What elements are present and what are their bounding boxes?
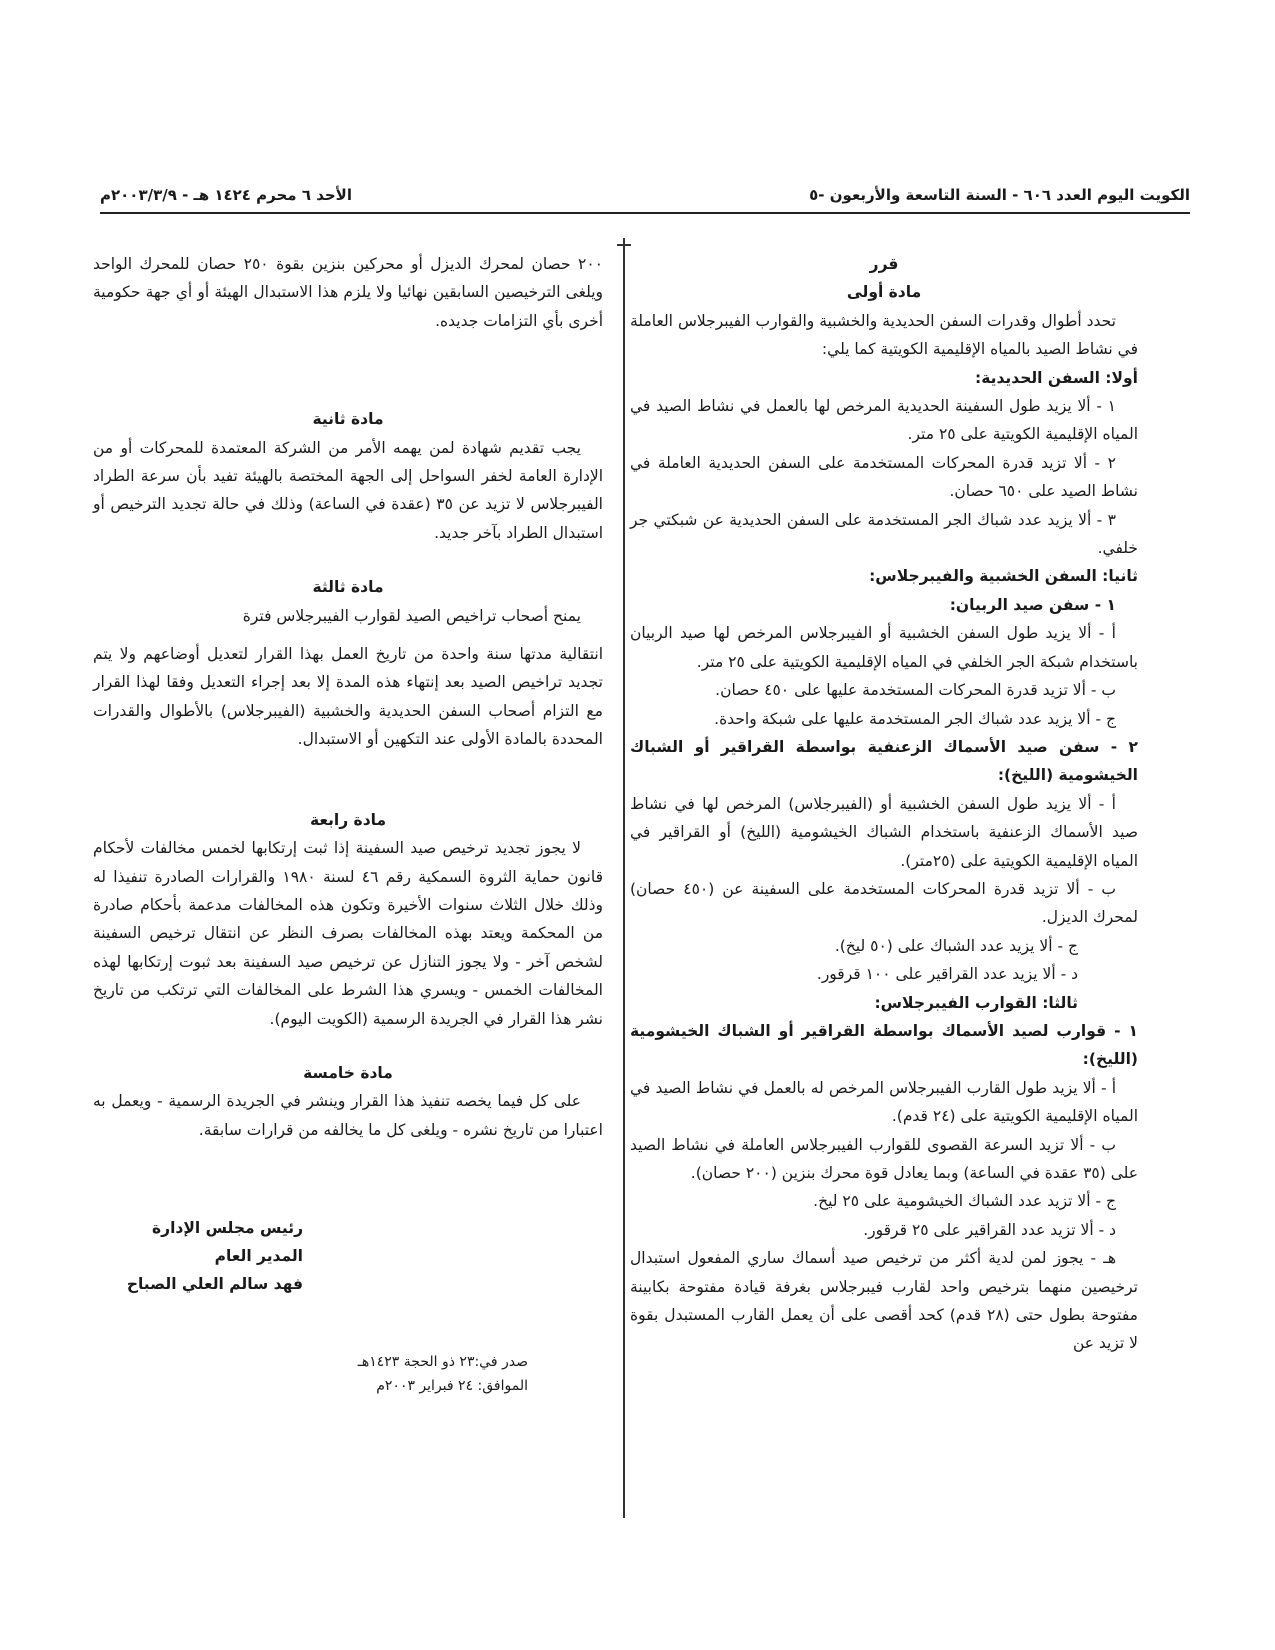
- third-sub1-e: هـ - يجوز لمن لدية أكثر من ترخيص صيد أسماك ساري المفعول استبدال ترخيصين منهما بترخيص واحد لقارب فيبرجلاس بغرفة قيادة مفتوحة بكابينة مفتوحة بطول حتى (٢٨ قدم) كحد أقصى على أن يعمل القارب المستبدل بقوة لا تزيد عن: [630, 1249, 1138, 1353]
- continuation-text: ٢٠٠ حصان لمحرك الديزل أو محركين بنزين بقوة ٢٥٠ حصان للمحرك الواحد ويلغى الترخيصين السابقين نهائيا ولا يلزم هذا الاستبدال الهيئة أو أي جهة حكومية أخرى بأي التزامات جديده.: [93, 255, 603, 330]
- article3-text-rest: انتقالية مدتها سنة واحدة من تاريخ العمل بهذا القرار لتعديل أوضاعهم ولا يتم تجديد تراخيص الصيد بعد إنتهاء هذه المدة إلا بعد إجراء التعديل وفقا لهذا القرار مع التزام أصحاب السفن الحديدية والخشبية (الفيبرجلاس) بالأطوال والقدرات المحددة بالمادة الأولى عند التكهين أو الاستبدال.: [93, 645, 603, 749]
- issued-date-hijri: صدر في:٢٣ ذو الحجة ١٤٢٣هـ: [357, 1354, 528, 1371]
- right-column: [630, 250, 1138, 1358]
- left-column: [93, 250, 603, 1398]
- header-issue-info: الكويت اليوم العدد ٦٠٦ - السنة التاسعة والأربعون -٥: [809, 186, 1190, 204]
- first-item-1: ١ - ألا يزيد طول السفينة الحديدية المرخص لها بالعمل في نشاط الصيد في المياه الإقليمية الكويتية على ٢٥ متر.: [630, 397, 1138, 444]
- second-sub1-title: ١ - سفن صيد الربيان:: [949, 595, 1116, 614]
- second-sub2-a: أ - ألا يزيد طول السفن الخشبية أو (الفيبرجلاس) المرخص لها في نشاط صيد الأسماك الزعنفية باستخدام الشباك الخيشومية (الليخ) أو القراقير في المياه الإقليمية الكويتية على (٢٥متر).: [630, 794, 1138, 870]
- article2-title: مادة ثانية: [312, 410, 384, 429]
- article4-title: مادة رابعة: [309, 810, 387, 829]
- issued-date-gregorian: الموافق: ٢٤ فبراير ٢٠٠٣م: [376, 1378, 528, 1395]
- second-sub2-title: ٢ - سفن صيد الأسماك الزعنفية بواسطة القراقير أو الشباك الخيشومية (الليخ):: [630, 737, 1138, 785]
- second-sub2-d: د - ألا يزيد عدد القراقير على ١٠٠ قرقور.: [816, 965, 1078, 984]
- signature-role: المدير العام: [214, 1247, 303, 1266]
- article4-text: لا يجوز تجديد ترخيص صيد السفينة إذا ثبت إرتكابها لخمس مخالفات لأحكام قانون حماية الثروة السمكية رقم ٤٦ لسنة ١٩٨٠ والقرارات الصادرة تنفيذا له وذلك خلال الثلاث سنوات الأخيرة وتكون هذه المخالفات مدعمة بأحكام صادرة من المحكمة ويعتد بهذه المخالفات بصرف النظر عن انتقال ترخيص السفينة لشخص آخر - ولا يجوز التنازل عن ترخيص صيد السفينة بعد ثبوت إرتكابها لهذه المخالفات الخمس - ويسري هذا الشرط على المخالفات التي ترتكب من تاريخ نشر هذا القرار في الجريدة الرسمية (الكويت اليوم).: [93, 839, 603, 1028]
- article3-title: مادة ثالثة: [312, 578, 384, 597]
- article5-text: على كل فيما يخصه تنفيذ هذا القرار وينشر في الجريدة الرسمية - ويعمل به اعتبارا من تاريخ نشره - ويلغى كل ما يخالفه من قرارات سابقة.: [93, 1092, 603, 1139]
- article1-intro: تحدد أطوال وقدرات السفن الحديدية والخشبية والقوارب الفيبرجلاس العاملة في نشاط الصيد بالمياه الإقليمية الكويتية كما يلي:: [630, 311, 1138, 359]
- second-sub1-c: ج - ألا يزيد عدد شباك الجر المستخدمة عليها على شبكة واحدة.: [714, 709, 1116, 728]
- third-sub1-a: أ - ألا يزيد طول القارب الفيبرجلاس المرخص له بالعمل في نشاط الصيد في المياه الإقليمية الكويتية على (٢٤ قدم).: [630, 1078, 1138, 1126]
- header-date: الأحد ٦ محرم ١٤٢٤ هـ - ٢٠٠٣/٣/٩م: [100, 186, 352, 204]
- section-second-title: ثانيا: السفن الخشبية والفيبرجلاس:: [869, 567, 1138, 586]
- second-sub2-c: ج - ألا يزيد عدد الشباك على (٥٠ ليخ).: [834, 936, 1078, 955]
- second-sub2-b: ب - ألا تزيد قدرة المحركات المستخدمة على السفينة عن (٤٥٠ حصان) لمحرك الديزل.: [630, 879, 1138, 927]
- signature-name: فهد سالم العلي الصباح: [126, 1275, 303, 1294]
- third-sub1-b: ب - ألا تزيد السرعة القصوى للقوارب الفيبرجلاس العاملة في نشاط الصيد على (٣٥ عقدة في الساعة) وبما يعادل قوة محرك بنزين (٢٠٠ حصان).: [630, 1135, 1138, 1182]
- first-item-2: ٢ - ألا تزيد قدرة المحركات المستخدمة على السفن الحديدية العاملة في نشاط الصيد على ٦٥٠ حصان.: [630, 453, 1138, 501]
- article2-text: يجب تقديم شهادة لمن يهمه الأمر من الشركة المعتمدة للمحركات أو من الإدارة العامة لخفر السواحل إلى الجهة المختصة بالهيئة تفيد بأن سرعة الطراد الفيبرجلاس لا تزيد عن ٣٥ (عقدة في الساعة) وذلك في حالة تجديد الترخيص أو استبدال الطراد بآخر جديد.: [93, 438, 603, 542]
- first-item-3: ٣ - ألا يزيد عدد شباك الجر المستخدمة على السفن الحديدية عن شبكتي جر خلفي.: [630, 510, 1138, 558]
- decree-title: قرر: [869, 255, 899, 273]
- second-sub1-b: ب - ألا تزيد قدرة المحركات المستخدمة عليها على ٤٥٠ حصان.: [715, 681, 1116, 700]
- page-header: [100, 186, 1190, 214]
- article3-text-line1: يمنح أصحاب تراخيص الصيد لقوارب الفيبرجلاس فترة: [242, 606, 581, 625]
- column-divider-mark: [617, 244, 631, 246]
- third-sub1-c: ج - ألا تزيد عدد الشباك الخيشومية على ٢٥ ليخ.: [813, 1192, 1116, 1211]
- third-sub1-d: د - ألا تزيد عدد القراقير على ٢٥ قرقور.: [863, 1220, 1116, 1239]
- section-third-title: ثالثا: القوارب الفيبرجلاس:: [874, 993, 1078, 1012]
- signature-block: [93, 1214, 303, 1298]
- column-divider: [623, 238, 625, 1518]
- signature-title: رئيس مجلس الإدارة: [152, 1219, 303, 1238]
- article5-title: مادة خامسة: [303, 1063, 393, 1082]
- second-sub1-a: أ - ألا يزيد طول السفن الخشبية أو الفيبرجلاس المرخص لها صيد الربيان باستخدام شبكة الجر الخلفي في المياه الإقليمية الكويتية على ٢٥ متر.: [630, 624, 1138, 671]
- section-first-title: أولا: السفن الحديدية:: [975, 368, 1138, 387]
- third-sub1-title: ١ - قوارب لصيد الأسماك بواسطة القراقير أو الشباك الخيشومية (الليخ):: [630, 1021, 1138, 1069]
- article1-title: مادة أولى: [846, 283, 922, 302]
